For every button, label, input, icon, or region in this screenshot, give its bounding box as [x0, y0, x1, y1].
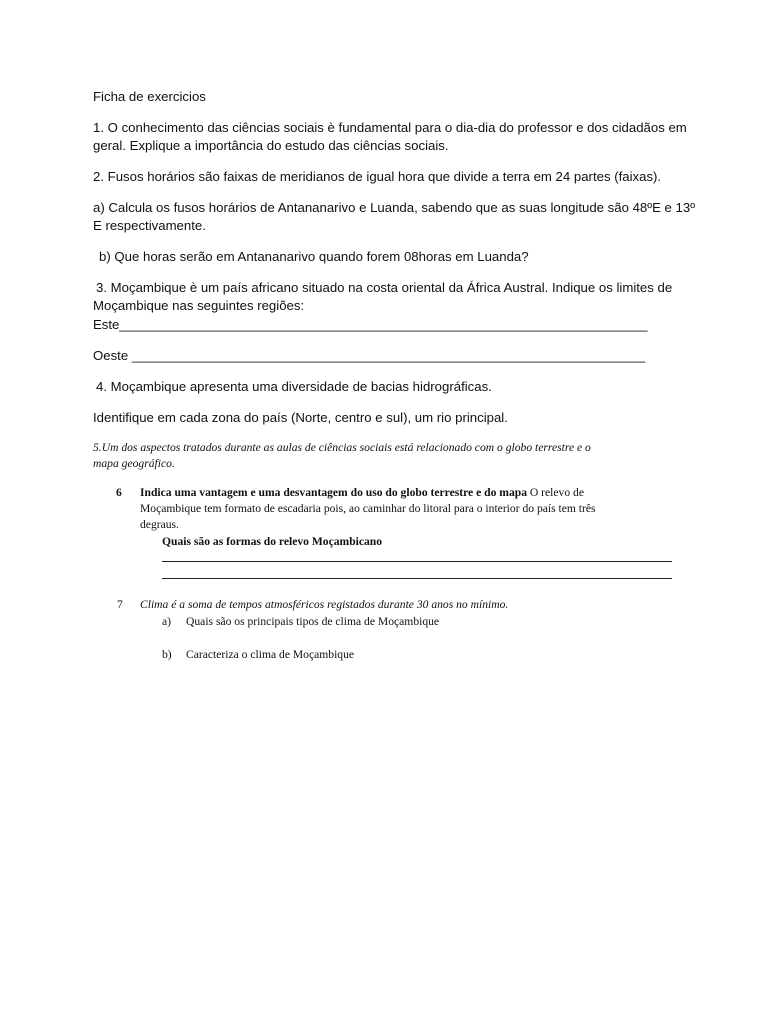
- question-5-line-1: 5.Um dos aspectos tratados durante as aulas de ciências sociais está relacionado com o globo terrestre e o: [93, 441, 591, 454]
- worksheet-title: Ficha de exercicios: [93, 89, 206, 104]
- question-3-line-1: 3. Moçambique è um país africano situado na costa oriental da África Austral. Indique os limites de: [96, 280, 673, 295]
- question-6-line-1: [140, 485, 584, 500]
- question-4-line-2: Identifique em cada zona do país (Norte, centro e sul), um rio principal.: [93, 410, 508, 425]
- question-4-line-1: 4. Moçambique apresenta uma diversidade de bacias hidrográficas.: [96, 379, 492, 394]
- question-7b-text: Caracteriza o clima de Moçambique: [186, 648, 355, 661]
- question-6-number: 6: [116, 486, 122, 499]
- question-7a-label: a): [162, 615, 172, 628]
- answer-line-2: [162, 578, 672, 579]
- question-1-line-2: geral. Explique a importância do estudo das ciências sociais.: [93, 138, 449, 153]
- question-2a-line-2: E respectivamente.: [93, 218, 206, 233]
- question-7a-text: Quais são os principais tipos de clima de Moçambique: [186, 615, 440, 628]
- question-2a-line-1: a) Calcula os fusos horários de Antananarivo e Luanda, sabendo que as suas longitude são 48ºE e 13º: [93, 200, 696, 215]
- west-limit-answer-line: Oeste ______________________________________________________________________: [93, 348, 646, 363]
- question-6-sub-question: Quais são as formas do relevo Moçambicano: [162, 535, 383, 548]
- question-7-text: Clima é a soma de tempos atmosféricos registados durante 30 anos no mínimo.: [140, 598, 509, 611]
- question-3-line-2: Moçambique nas seguintes regiões:: [93, 298, 305, 313]
- question-7b-label: b): [162, 648, 172, 661]
- question-6-line-2: Moçambique tem formato de escadaria pois, ao caminhar do litoral para o interior do país tem três: [140, 502, 596, 515]
- question-1-line-1: 1. O conhecimento das ciências sociais è fundamental para o dia-dia do professor e dos cidadãos em: [93, 120, 687, 135]
- question-7-number: 7: [117, 598, 123, 611]
- question-2b-text: b) Que horas serão em Antananarivo quando forem 08horas em Luanda?: [99, 249, 529, 264]
- question-6-bold-text: Indica uma vantagem e uma desvantagem do uso do globo terrestre e do mapa: [140, 486, 527, 499]
- east-limit-answer-line: Este________________________________________________________________________: [93, 317, 648, 332]
- question-6-line-3: degraus.: [140, 518, 179, 531]
- question-2-text: 2. Fusos horários são faixas de meridianos de igual hora que divide a terra em 24 partes (faixas).: [93, 169, 662, 184]
- question-5-line-2: mapa geográfico.: [93, 457, 175, 470]
- question-6-relief-intro: O relevo de: [527, 486, 584, 499]
- answer-line-1: [162, 561, 672, 562]
